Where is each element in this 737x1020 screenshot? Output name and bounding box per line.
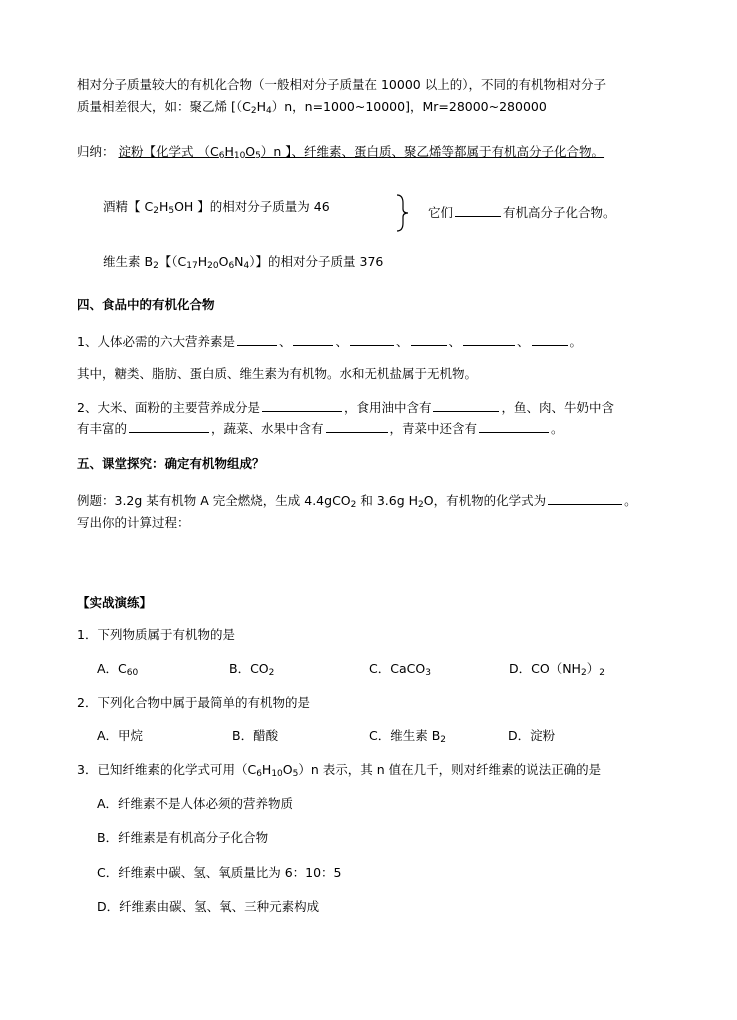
opt-sub: 3 <box>425 668 431 678</box>
summary-part: ）n 】、纤维素、蛋白质、聚乙烯等都属于有机高分子化合物。 <box>260 144 605 159</box>
opt-text: ） <box>586 661 600 676</box>
section4-q1 <box>77 333 582 351</box>
answer-blank[interactable] <box>548 492 622 505</box>
q-text: ，食用油中含有 <box>343 400 432 415</box>
section4-title: 四、食品中的有机化合物 <box>77 297 215 312</box>
q-text: ，青菜中还含有 <box>389 421 478 436</box>
q3-text: 3．已知纤维素的化学式可用（C <box>77 762 257 777</box>
practice-q2: 2．下列化合物中属于最简单的有机物的是 <box>77 695 310 710</box>
vit-text: H <box>197 254 208 269</box>
section5-title: 五、课堂探究：确定有机物组成？ <box>77 456 265 471</box>
ethanol-text: OH 】的相对分子质量为 46 <box>174 199 330 214</box>
answer-blank[interactable] <box>411 333 447 346</box>
q-text: 1、人体必需的六大营养素是 <box>77 334 235 349</box>
summary-part: O <box>245 144 256 159</box>
q2-option-d[interactable]: D．淀粉 <box>508 728 556 743</box>
ethanol-text: 酒精【 C <box>103 199 154 214</box>
end: 。 <box>569 334 583 349</box>
q-text: 有丰富的 <box>77 421 128 436</box>
intro-text-1: 相对分子质量较大的有机化合物（一般相对分子质量在 10000 以上的），不同的有机物相对分子 <box>77 77 606 92</box>
q3-text: ）n 表示，其 n 值在几千，则对纤维素的说法正确的是 <box>298 762 602 777</box>
they-text-2: 有机高分子化合物。 <box>503 205 616 220</box>
answer-blank[interactable] <box>455 204 501 217</box>
vit-text: ）】的相对分子质量 376 <box>249 254 384 269</box>
opt-sub: 2 <box>599 668 605 678</box>
example-line-1 <box>77 492 637 510</box>
end: 。 <box>551 421 564 436</box>
right-brace-icon <box>395 193 411 233</box>
q2-option-b[interactable]: B．醋酸 <box>232 728 279 743</box>
q3-option-b[interactable]: B．纤维素是有机高分子化合物 <box>97 830 269 845</box>
end: 。 <box>624 493 637 508</box>
answer-blank[interactable] <box>433 399 499 412</box>
sep: 、 <box>517 334 530 349</box>
answer-blank[interactable] <box>293 333 333 346</box>
intro-line-2 <box>77 98 547 116</box>
vit-text: O <box>218 254 229 269</box>
answer-blank[interactable] <box>262 399 342 412</box>
summary-sub: 5 <box>255 151 261 161</box>
opt-sub: 2 <box>268 668 275 678</box>
vit-sub: 17 <box>186 261 198 271</box>
answer-blank[interactable] <box>129 420 209 433</box>
q-text: ，蔬菜、水果中含有 <box>211 421 324 436</box>
answer-blank[interactable] <box>350 333 394 346</box>
intro-line-1 <box>77 76 606 94</box>
sep: 、 <box>278 334 292 349</box>
section4-note: 其中，糖类、脂肪、蛋白质、维生素为有机物。水和无机盐属于无机物。 <box>77 366 478 381</box>
answer-blank[interactable] <box>532 333 568 346</box>
opt-text: B．CO <box>229 661 269 676</box>
summary-part: 淀粉【化学式 （C <box>118 144 219 159</box>
q3-option-a[interactable]: A．纤维素不是人体必须的营养物质 <box>97 796 294 811</box>
q1-option-d[interactable] <box>509 660 605 678</box>
summary-underlined <box>119 144 605 159</box>
intro-text-2c: ）n，n=1000~10000]，Mr=28000~280000 <box>271 99 547 114</box>
answer-blank[interactable] <box>463 333 515 346</box>
q3-text: O <box>282 762 293 777</box>
q3-option-d[interactable]: D．纤维素由碳、氢、氧、三种元素构成 <box>97 899 320 914</box>
ethanol-sub: 2 <box>153 206 159 216</box>
answer-blank[interactable] <box>237 333 277 346</box>
practice-q1: 1．下列物质属于有机物的是 <box>77 627 235 642</box>
opt-sub: 2 <box>580 668 587 678</box>
intro-sub: 2 <box>250 106 257 116</box>
ex-text: O，有机物的化学式为 <box>423 493 547 508</box>
vit-sub: 20 <box>207 261 219 271</box>
vit-text: 维生素 B <box>103 254 154 269</box>
ex-text: 和 3.6g H <box>356 493 419 508</box>
answer-blank[interactable] <box>479 420 549 433</box>
vitamin-line <box>103 253 383 271</box>
vit-sub: 4 <box>243 261 250 271</box>
opt-text: C．维生素 B <box>369 728 441 743</box>
sep: 、 <box>448 334 462 349</box>
q1-option-c[interactable] <box>369 660 431 678</box>
summary-prefix: 归纳： <box>77 144 115 159</box>
q1-option-a[interactable] <box>97 660 138 678</box>
intro-text-2b: H <box>256 99 266 114</box>
opt-text: D．CO（NH <box>509 661 581 676</box>
vit-text: 【（C <box>158 254 187 269</box>
ex-text: 例题：3.2g 某有机物 A 完全燃烧，生成 4.4gCO <box>77 493 351 508</box>
section4-q2-line1 <box>77 399 614 417</box>
opt-text: C．CaCO <box>369 661 426 676</box>
vit-text: N <box>234 254 244 269</box>
q3-sub: 6 <box>256 769 262 779</box>
they-line <box>428 204 616 222</box>
practice-title: 【实战演练】 <box>77 595 153 610</box>
answer-blank[interactable] <box>326 420 388 433</box>
ex-sub: 2 <box>350 500 357 510</box>
sep: 、 <box>335 334 348 349</box>
ethanol-text: H <box>158 199 169 214</box>
q3-sub: 5 <box>292 769 299 779</box>
ethanol-sub: 5 <box>168 206 175 216</box>
q-text: ，鱼、肉、牛奶中含 <box>501 400 614 415</box>
summary-line <box>77 143 604 161</box>
practice-q3 <box>77 761 601 779</box>
ex-sub: 2 <box>418 500 424 510</box>
q-text: 2、大米、面粉的主要营养成分是 <box>77 400 260 415</box>
intro-text-2a: 质量相差很大，如：聚乙烯 [（C <box>77 99 251 114</box>
opt-sub: 2 <box>440 735 447 745</box>
vit-sub: 6 <box>228 261 235 271</box>
opt-sub: 60 <box>126 668 139 678</box>
intro-sub: 4 <box>265 106 272 116</box>
opt-text: A．C <box>97 661 127 676</box>
summary-sub: 10 <box>233 151 246 161</box>
q2-option-c[interactable] <box>369 727 446 745</box>
q3-sub: 10 <box>271 769 283 779</box>
q2-option-a[interactable]: A．甲烷 <box>97 728 144 743</box>
section4-q2-line2 <box>77 420 564 438</box>
example-line-2: 写出你的计算过程： <box>77 515 190 530</box>
summary-sub: 6 <box>218 151 225 161</box>
vit-sub: 2 <box>153 261 159 271</box>
q3-text: H <box>261 762 272 777</box>
summary-part: H <box>224 144 234 159</box>
q1-option-b[interactable] <box>229 660 274 678</box>
they-text: 它们 <box>428 205 454 220</box>
sep: 、 <box>396 334 409 349</box>
q3-option-c[interactable]: C．纤维素中碳、氢、氧质量比为 6：10：5 <box>97 865 342 880</box>
ethanol-line <box>103 198 330 216</box>
